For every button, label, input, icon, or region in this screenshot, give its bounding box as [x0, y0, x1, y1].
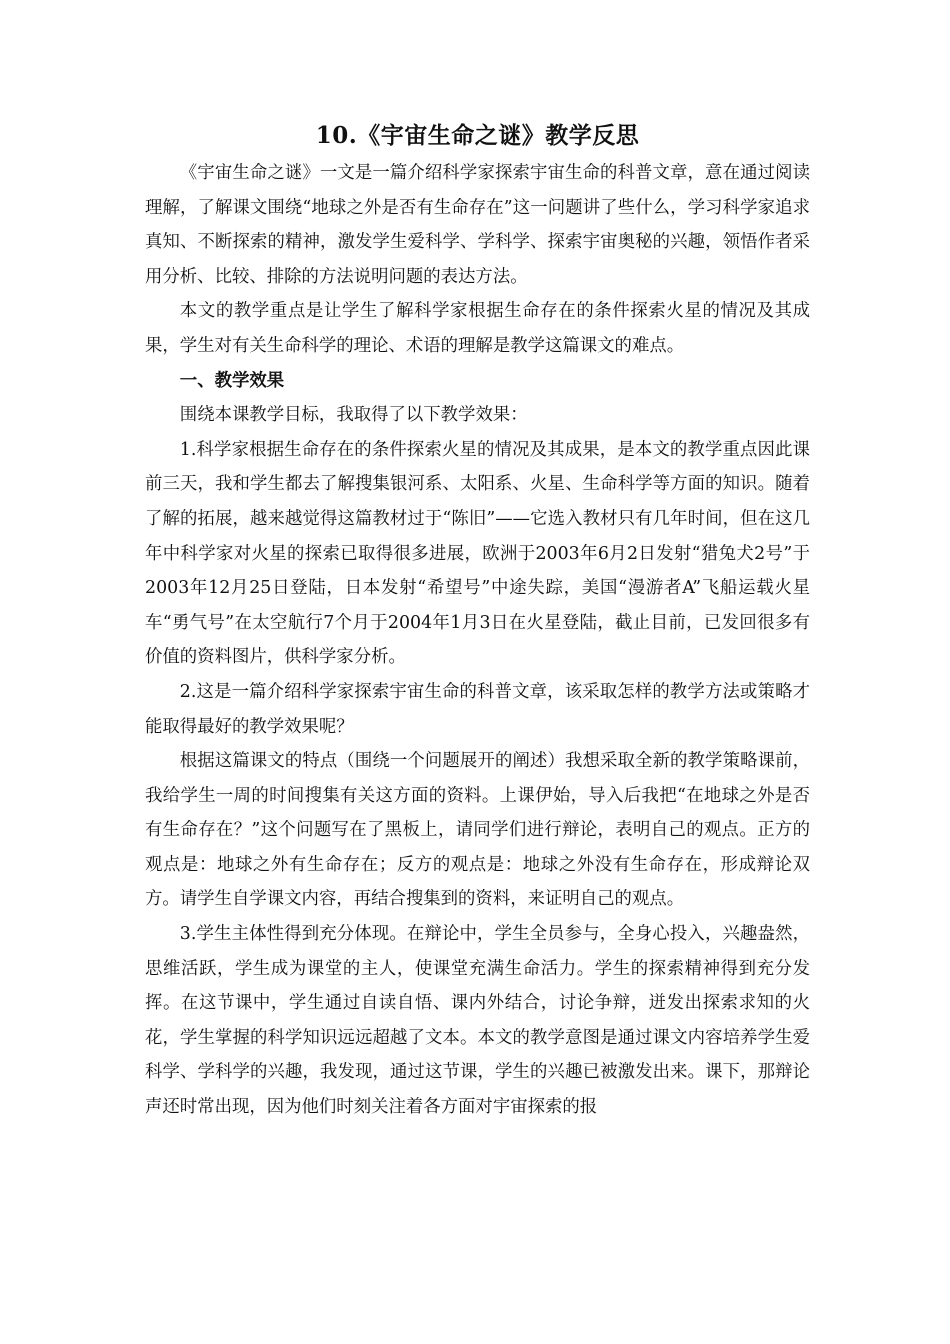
document-title: 10.《宇宙生命之谜》教学反思 — [315, 122, 640, 149]
document-page — [145, 118, 810, 1125]
section-heading: 一、教学效果 — [179, 370, 285, 391]
section-intro-paragraph: 围绕本课教学目标，我取得了以下教学效果： — [179, 405, 528, 426]
strategy-paragraph: 根据这篇课文的特点（围绕一个问题展开的阐述）我想采取全新的教学策略课前，我给学生一周的时间搜集有关这方面的资料。上课伊始，导入后我把“在地球之外是否有生命存在？”这个问题写在了黑板上，请同学们进行辩论，表明自己的观点。正方的观点是：地球之外有生命存在；反方的观点是：地球之外没有生命存在，形成辩论双方。请学生自学课文内容，再结合搜集到的资料，来证明自己的观点。 — [145, 751, 810, 910]
point-1-paragraph: 1.科学家根据生命存在的条件探索火星的情况及其成果，是本文的教学重点因此课前三天，我和学生都去了解搜集银河系、太阳系、火星、生命科学等方面的知识。随着了解的拓展，越来越觉得这篇教材过于“陈旧”——它选入教材只有几年时间，但在这几年中科学家对火星的探索已取得很多进展，欧洲于2003年6月2日发射“猎兔犬2号”于2003年12月25日登陆，日本发射“希望号”中途失踪，美国“漫游者A”飞船运载火星车“勇气号”在太空航行7个月于2004年1月3日在火星登陆，截止目前，已发回很多有价值的资料图片，供科学家分析。 — [145, 439, 810, 668]
intro-paragraph: 《宇宙生命之谜》一文是一篇介绍科学家探索宇宙生命的科普文章，意在通过阅读理解，了解课文围绕“地球之外是否有生命存在”这一问题讲了些什么，学习科学家追求真知、不断探索的精神，激发学生爱科学、学科学、探索宇宙奥秘的兴趣，领悟作者采用分析、比较、排除的方法说明问题的表达方法。 — [145, 163, 810, 287]
point-2-paragraph: 2.这是一篇介绍科学家探索宇宙生命的科普文章，该采取怎样的教学方法或策略才能取得最好的教学效果呢？ — [145, 681, 810, 737]
focus-paragraph: 本文的教学重点是让学生了解科学家根据生命存在的条件探索火星的情况及其成果，学生对有关生命科学的理论、术语的理解是教学这篇课文的难点。 — [145, 301, 810, 356]
point-3-paragraph: 3.学生主体性得到充分体现。在辩论中，学生全员参与，全身心投入，兴趣盎然，思维活跃，学生成为课堂的主人，使课堂充满生命活力。学生的探索精神得到充分发挥。在这节课中，学生通过自读自悟、课内外结合，讨论争辩，迸发出探索求知的火花，学生掌握的科学知识远远超越了文本。本文的教学意图是通过课文内容培养学生爱科学、学科学的兴趣，我发现，通过这节课，学生的兴趣已被激发出来。课下，那辩论声还时常出现，因为他们时刻关注着各方面对宇宙探索的报 — [145, 924, 810, 1118]
